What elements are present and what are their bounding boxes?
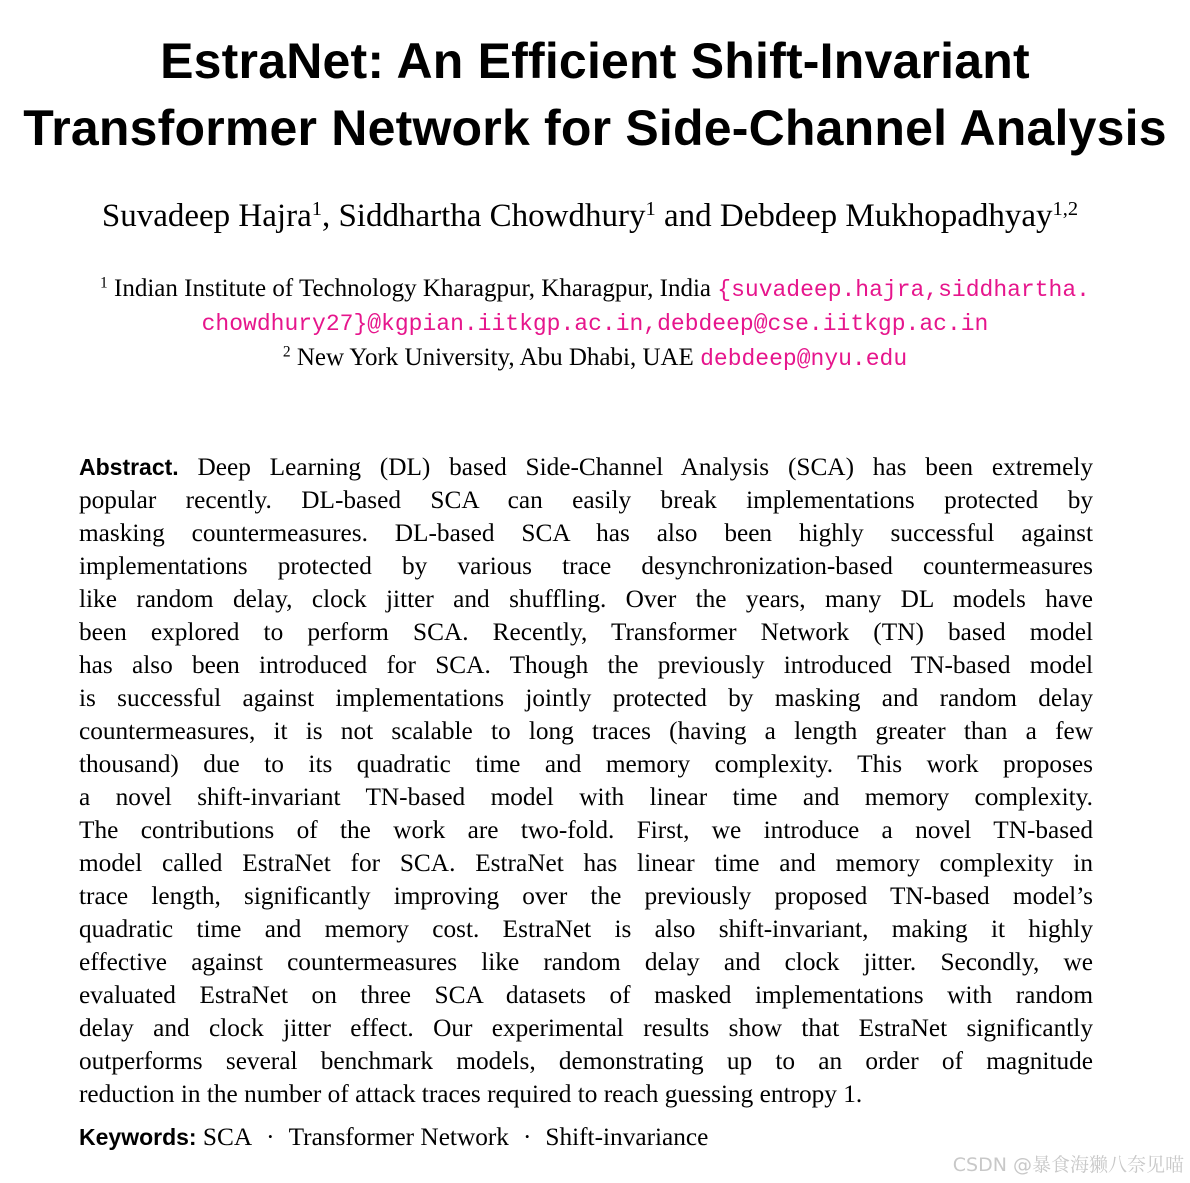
keyword: Transformer Network [288, 1123, 509, 1151]
abstract [79, 451, 1093, 1111]
author-list [0, 194, 1190, 238]
affiliation-1 [0, 272, 1190, 307]
author-separator: and [655, 198, 720, 234]
affiliation-2 [0, 341, 1190, 376]
keyword-separator: · [522, 1123, 532, 1151]
author-name: Suvadeep Hajra [101, 198, 312, 234]
abstract-line: been explored to perform SCA. Recently, Transformer Network (TN) based model [79, 618, 1093, 646]
abstract-line: trace length, significantly improving over the previously proposed TN-based model’s [79, 882, 1093, 910]
abstract-line: is successful against implementations jointly protected by masking and random delay [79, 684, 1093, 712]
affiliation-mark: 1 [100, 274, 108, 292]
abstract-line: has also been introduced for SCA. Though the previously introduced TN-based model [79, 651, 1093, 679]
abstract-line: evaluated EstraNet on three SCA datasets of masked implementations with random [79, 981, 1093, 1009]
abstract-line [79, 451, 1093, 484]
abstract-line: model called EstraNet for SCA. EstraNet has linear time and memory complexity in [79, 849, 1093, 877]
abstract-line: popular recently. DL-based SCA can easily break implementations protected by [79, 486, 1093, 514]
affiliation-1-emails [0, 306, 1190, 341]
abstract-line: masking countermeasures. DL-based SCA has also been highly successful against [79, 519, 1093, 547]
abstract-line: reduction in the number of attack traces required to reach guessing entropy 1. [79, 1080, 863, 1108]
abstract-line: quadratic time and memory cost. EstraNet is also shift-invariant, making it highly [79, 915, 1093, 943]
email-link[interactable]: debdeep@nyu.edu [700, 346, 908, 372]
author-name: Siddhartha Chowdhury [338, 198, 646, 234]
author-affiliation-mark: 1,2 [1052, 197, 1079, 220]
abstract-line: delay and clock jitter effect. Our experimental results show that EstraNet significantly [79, 1014, 1093, 1042]
abstract-label: Abstract. [79, 454, 179, 480]
paper-title [0, 28, 1190, 162]
keywords [79, 1121, 708, 1154]
affiliation-text: Indian Institute of Technology Kharagpur, Kharagpur, India [114, 275, 712, 302]
keyword: SCA [202, 1123, 253, 1151]
watermark: CSDN @暴食海獭八奈见喵 [952, 1154, 1184, 1176]
author-name: Debdeep Mukhopadhyay [719, 198, 1053, 234]
keywords-label: Keywords: [79, 1124, 197, 1150]
author-affiliation-mark: 1 [645, 197, 656, 220]
affiliation-text: New York University, Abu Dhabi, UAE [296, 344, 694, 371]
abstract-line: a novel shift-invariant TN-based model with linear time and memory complexity. [79, 783, 1093, 811]
abstract-line: implementations protected by various trace desynchronization-based countermeasures [79, 552, 1093, 580]
keyword: Shift-invariance [545, 1123, 709, 1151]
abstract-line: like random delay, clock jitter and shuffling. Over the years, many DL models have [79, 585, 1093, 613]
abstract-text: Deep Learning (DL) based Side-Channel Analysis (SCA) has been extremely [197, 453, 1093, 481]
abstract-line: effective against countermeasures like random delay and clock jitter. Secondly, we [79, 948, 1093, 976]
email-link[interactable]: chowdhury27}@kgpian.iitkgp.ac.in,debdeep@cse.iitkgp.ac.in [201, 311, 989, 337]
abstract-line: thousand) due to its quadratic time and memory complexity. This work proposes [79, 750, 1093, 778]
abstract-line: countermeasures, it is not scalable to long traces (having a length greater than a few [79, 717, 1093, 745]
keyword-separator: · [266, 1123, 275, 1151]
title-line-1: EstraNet: An Efficient Shift-Invariant [160, 33, 1030, 89]
title-line-2: Transformer Network for Side-Channel Analysis [23, 100, 1167, 156]
abstract-line: The contributions of the work are two-fold. First, we introduce a novel TN-based [79, 816, 1093, 844]
author-affiliation-mark: 1 [311, 197, 322, 220]
author-separator: , [321, 198, 339, 234]
affiliation-mark: 2 [282, 343, 291, 361]
abstract-line: outperforms several benchmark models, demonstrating up to an order of magnitude [79, 1047, 1093, 1075]
email-link[interactable]: {suvadeep.hajra,siddhartha. [717, 277, 1090, 303]
